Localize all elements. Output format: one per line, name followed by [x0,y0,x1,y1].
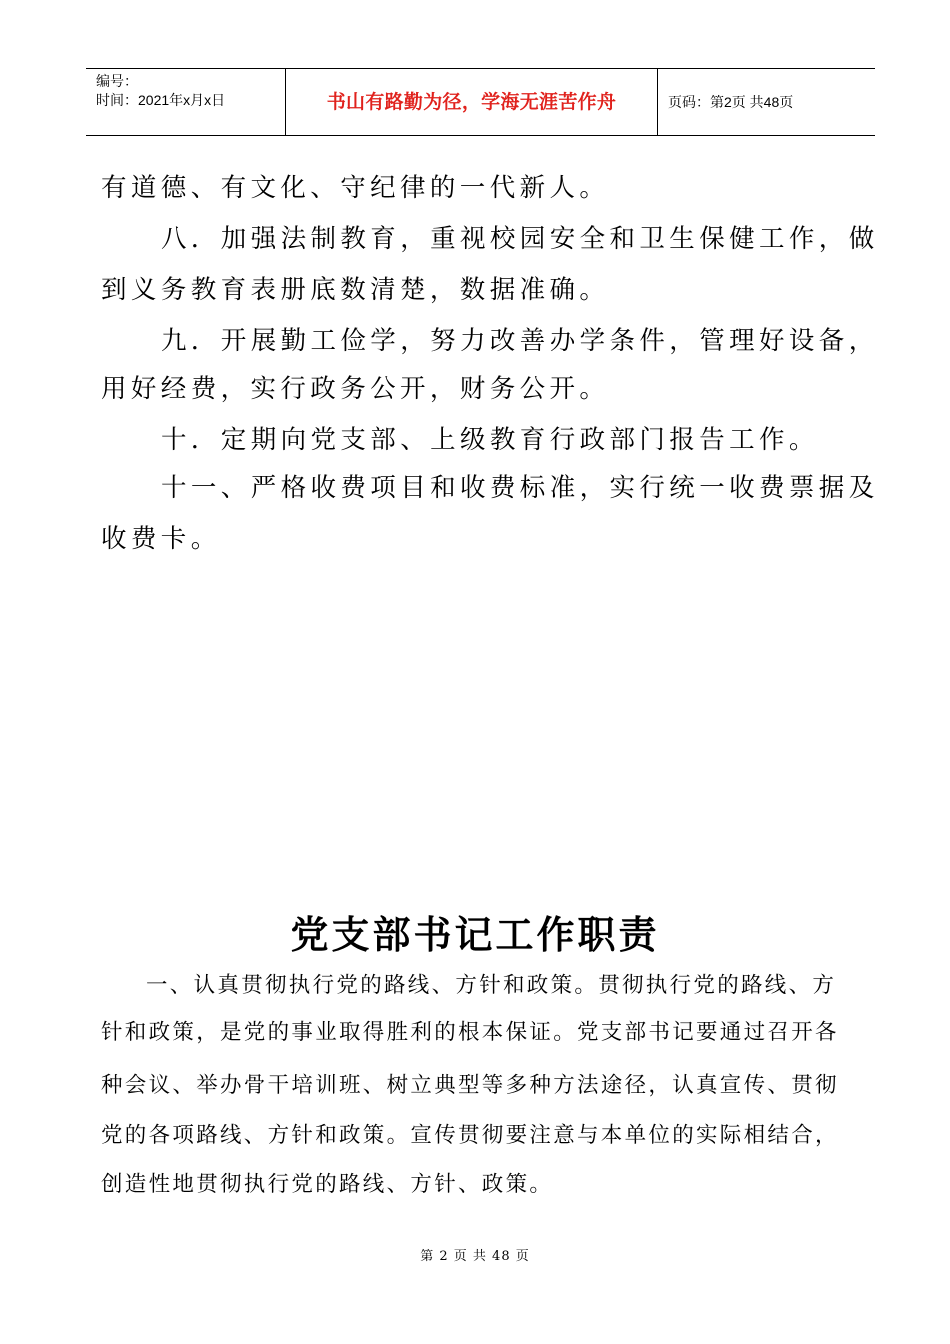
section-line: 党的各项路线、方针和政策。宣传贯彻要注意与本单位的实际相结合， [101,1123,839,1148]
body-line: 用好经费，实行政务公开，财务公开。 [101,374,610,404]
body-line: 收费卡。 [101,524,221,554]
section-line: 一、认真贯彻执行党的路线、方针和政策。贯彻执行党的路线、方 [146,973,837,998]
section-line: 创造性地贯彻执行党的路线、方针、政策。 [101,1172,554,1197]
page-header [86,68,875,136]
header-page-info: 页码：第2页 共48页 [668,94,794,110]
body-line: 十．定期向党支部、上级教育行政部门报告工作。 [161,425,819,455]
body-line: 八．加强法制教育，重视校园安全和卫生保健工作，做 [161,224,879,254]
page-footer: 第 2 页 共 48 页 [420,1249,530,1264]
body-line: 十一、严格收费项目和收费标准，实行统一收费票据及 [161,473,879,503]
section-title: 党支部书记工作职责 [290,912,660,957]
body-line: 到义务教育表册底数清楚，数据准确。 [101,275,610,305]
time-label: 时间：2021年x月x日 [96,92,226,108]
body-line: 有道德、有文化、守纪律的一代新人。 [101,173,610,203]
header-meta-cell [86,69,285,135]
header-motto: 书山有路勤为径，学海无涯苦作舟 [326,91,617,113]
section-line: 种会议、举办骨干培训班、树立典型等多种方法途径，认真宣传、贯彻 [101,1073,839,1098]
body-line: 九．开展勤工俭学，努力改善办学条件，管理好设备， [161,326,879,356]
code-label: 编号： [96,73,138,89]
section-line: 针和政策，是党的事业取得胜利的根本保证。党支部书记要通过召开各 [101,1020,839,1045]
